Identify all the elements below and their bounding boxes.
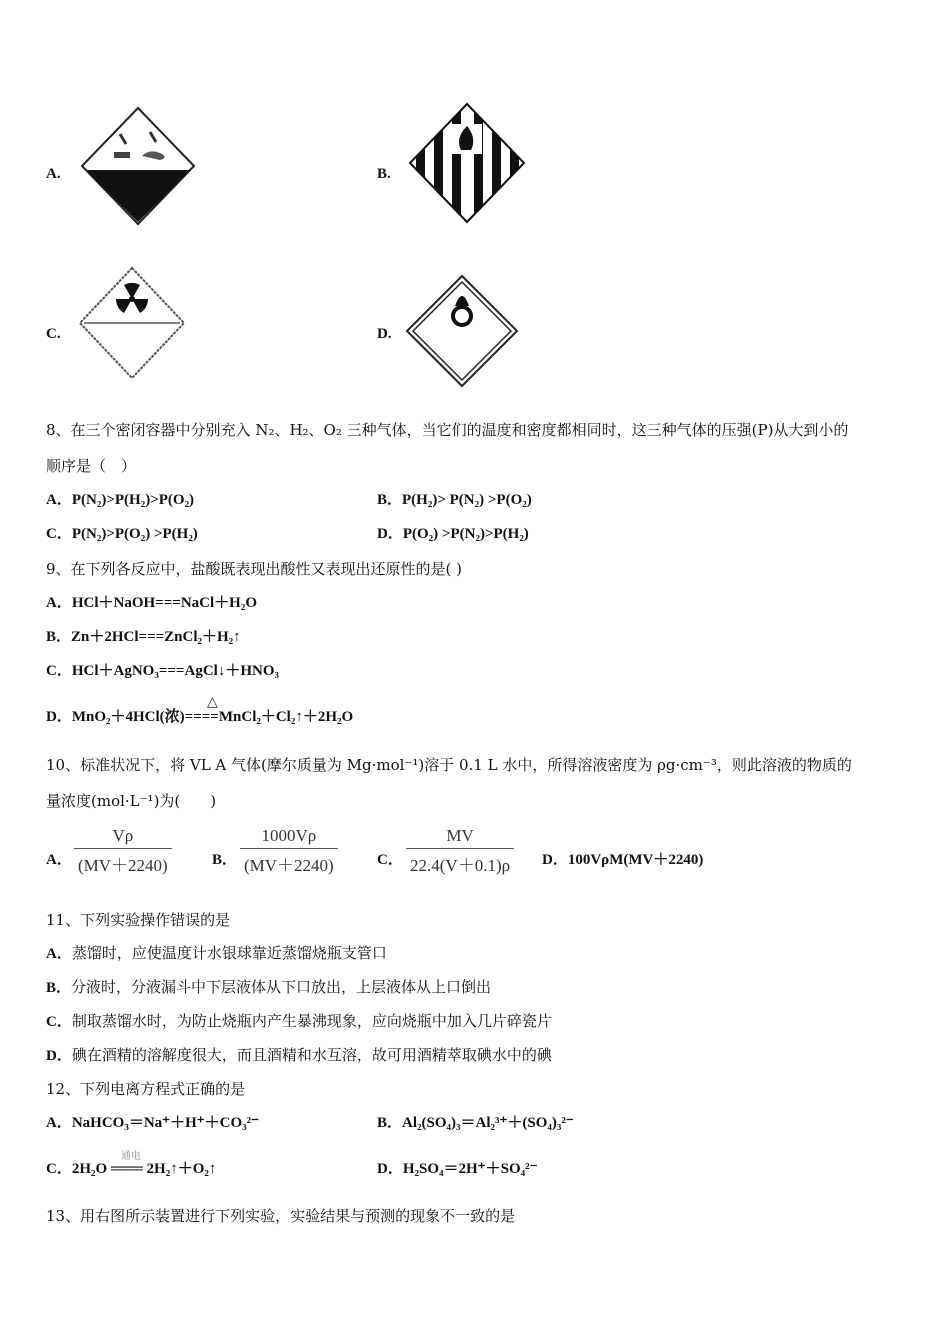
option-label: A． bbox=[46, 492, 72, 508]
option-label: D． bbox=[377, 526, 403, 542]
option-text: P(H₂)> P(N₂) >P(O₂) bbox=[402, 492, 532, 508]
question-8-stem-cont: 顺序是（ ） bbox=[46, 457, 137, 475]
question-9-option-b[interactable] bbox=[46, 628, 241, 646]
numerator: Vρ bbox=[112, 826, 134, 845]
option-label: A． bbox=[46, 946, 72, 962]
option-label: B． bbox=[377, 492, 403, 508]
option-label: B． bbox=[46, 980, 72, 996]
option-text: 100VρM(MV＋2240) bbox=[567, 852, 704, 868]
option-text: HCl＋AgNO₃===AgCl↓＋HNO₃ bbox=[71, 663, 279, 679]
option-text: P(N₂)>P(H₂)>P(O₂) bbox=[71, 492, 195, 508]
option-text: NaHCO₃＝Na⁺＋H⁺＋CO₃²⁻ bbox=[71, 1115, 260, 1131]
question-12-option-a[interactable] bbox=[46, 1114, 259, 1132]
question-12-option-d[interactable] bbox=[377, 1160, 538, 1178]
question-9-option-a[interactable] bbox=[46, 594, 257, 612]
option-label: C. bbox=[46, 326, 61, 342]
option-text: Zn＋2HCl===ZnCl₂＋H₂↑ bbox=[71, 629, 241, 645]
option-label: D． bbox=[377, 1161, 403, 1177]
question-12-option-b[interactable] bbox=[377, 1114, 574, 1132]
option-label: C． bbox=[46, 526, 72, 542]
denominator: (MV＋2240) bbox=[240, 848, 338, 876]
question-13-stem: 13、用右图所示装置进行下列实验，实验结果与预测的现象不一致的是 bbox=[46, 1207, 516, 1225]
question-8-option-c[interactable] bbox=[46, 525, 198, 543]
question-11-stem: 11、下列实验操作错误的是 bbox=[46, 911, 231, 929]
option-label: A． bbox=[46, 1115, 72, 1131]
question-10-stem: 10、标准状况下，将 VL A 气体(摩尔质量为 Mg·mol⁻¹)溶于 0.1 L 水中，所得溶液密度为 ρg·cm⁻³，则此溶液的物质的 bbox=[46, 756, 852, 774]
question-10-stem-cont: 量浓度(mol·L⁻¹)为( ) bbox=[46, 792, 217, 810]
oxidizer-hazard-sign-icon bbox=[405, 274, 519, 388]
radioactive-hazard-sign-icon bbox=[78, 266, 186, 380]
question-8-stem: 8、在三个密闭容器中分别充入 N₂、H₂、O₂ 三种气体，当它们的温度和密度都相同时，这三种气体的压强(P)从大到小的 bbox=[46, 421, 849, 439]
option-text: H₂SO₄＝2H⁺＋SO₄²⁻ bbox=[402, 1161, 538, 1177]
option-label: B． bbox=[212, 852, 238, 868]
option-text: 蒸馏时，应使温度计水银球靠近蒸馏烧瓶支管口 bbox=[71, 944, 387, 962]
question-9-option-d[interactable] bbox=[46, 708, 353, 726]
option-text: HCl＋NaOH===NaCl＋H₂O bbox=[71, 595, 257, 611]
question-8-option-a[interactable] bbox=[46, 491, 194, 509]
option-label: C． bbox=[377, 852, 403, 868]
question-11-option-a[interactable] bbox=[46, 944, 387, 963]
question-10-option-b-fraction[interactable] bbox=[240, 826, 338, 876]
option-text: P(N₂)>P(O₂) >P(H₂) bbox=[71, 526, 198, 542]
corrosive-hazard-sign-icon bbox=[80, 106, 196, 226]
heat-condition-symbol: △ bbox=[207, 694, 218, 710]
question-10-option-d[interactable] bbox=[542, 851, 703, 869]
electrolysis-condition: 通电 bbox=[121, 1151, 141, 1162]
option-label: D． bbox=[542, 852, 568, 868]
option-text: 制取蒸馏水时，为防止烧瓶内产生暴沸现象，应向烧瓶中加入几片碎瓷片 bbox=[71, 1012, 552, 1030]
option-text: 碘在酒精的溶解度很大，而且酒精和水互溶，故可用酒精萃取碘水中的碘 bbox=[71, 1046, 552, 1064]
option-text: 2H₂O ═══ 2H₂↑＋O₂↑ bbox=[71, 1161, 217, 1177]
option-label: B． bbox=[377, 1115, 403, 1131]
flammable-solid-hazard-sign-icon bbox=[408, 102, 526, 224]
question-9-option-c[interactable] bbox=[46, 662, 279, 680]
numerator: MV bbox=[446, 826, 474, 845]
question-10-option-c-fraction[interactable] bbox=[406, 826, 514, 876]
option-text: MnO₂＋4HCl(浓)====MnCl₂＋Cl₂↑＋2H₂O bbox=[71, 709, 354, 725]
option-label: D． bbox=[46, 709, 72, 725]
option-label: D． bbox=[46, 1048, 72, 1064]
option-label: A． bbox=[46, 852, 72, 868]
option-label: C． bbox=[46, 1014, 72, 1030]
option-label: B． bbox=[46, 629, 72, 645]
question-11-option-c[interactable] bbox=[46, 1012, 552, 1031]
option-label: B. bbox=[377, 166, 391, 182]
option-label: A. bbox=[46, 166, 61, 182]
question-9-stem: 9、在下列各反应中，盐酸既表现出酸性又表现出还原性的是( ) bbox=[46, 560, 463, 578]
question-12-stem: 12、下列电离方程式正确的是 bbox=[46, 1080, 246, 1098]
question-10-option-a-fraction[interactable] bbox=[74, 826, 172, 876]
option-label: D. bbox=[377, 326, 392, 342]
question-12-option-c[interactable] bbox=[46, 1160, 216, 1178]
numerator: 1000Vρ bbox=[261, 826, 317, 845]
denominator: (MV＋2240) bbox=[74, 848, 172, 876]
option-label: A． bbox=[46, 595, 72, 611]
question-11-option-b[interactable] bbox=[46, 978, 491, 997]
denominator: 22.4(V＋0.1)ρ bbox=[406, 848, 514, 876]
option-label: C． bbox=[46, 663, 72, 679]
question-8-option-b[interactable] bbox=[377, 491, 532, 509]
option-text: P(O₂) >P(N₂)>P(H₂) bbox=[402, 526, 529, 542]
question-11-option-d[interactable] bbox=[46, 1046, 552, 1065]
option-text: Al₂(SO₄)₃＝Al₂³⁺＋(SO₄)₃²⁻ bbox=[402, 1115, 574, 1131]
option-text: 分液时，分液漏斗中下层液体从下口放出，上层液体从上口倒出 bbox=[71, 978, 492, 996]
option-label: C． bbox=[46, 1161, 72, 1177]
question-8-option-d[interactable] bbox=[377, 525, 529, 543]
